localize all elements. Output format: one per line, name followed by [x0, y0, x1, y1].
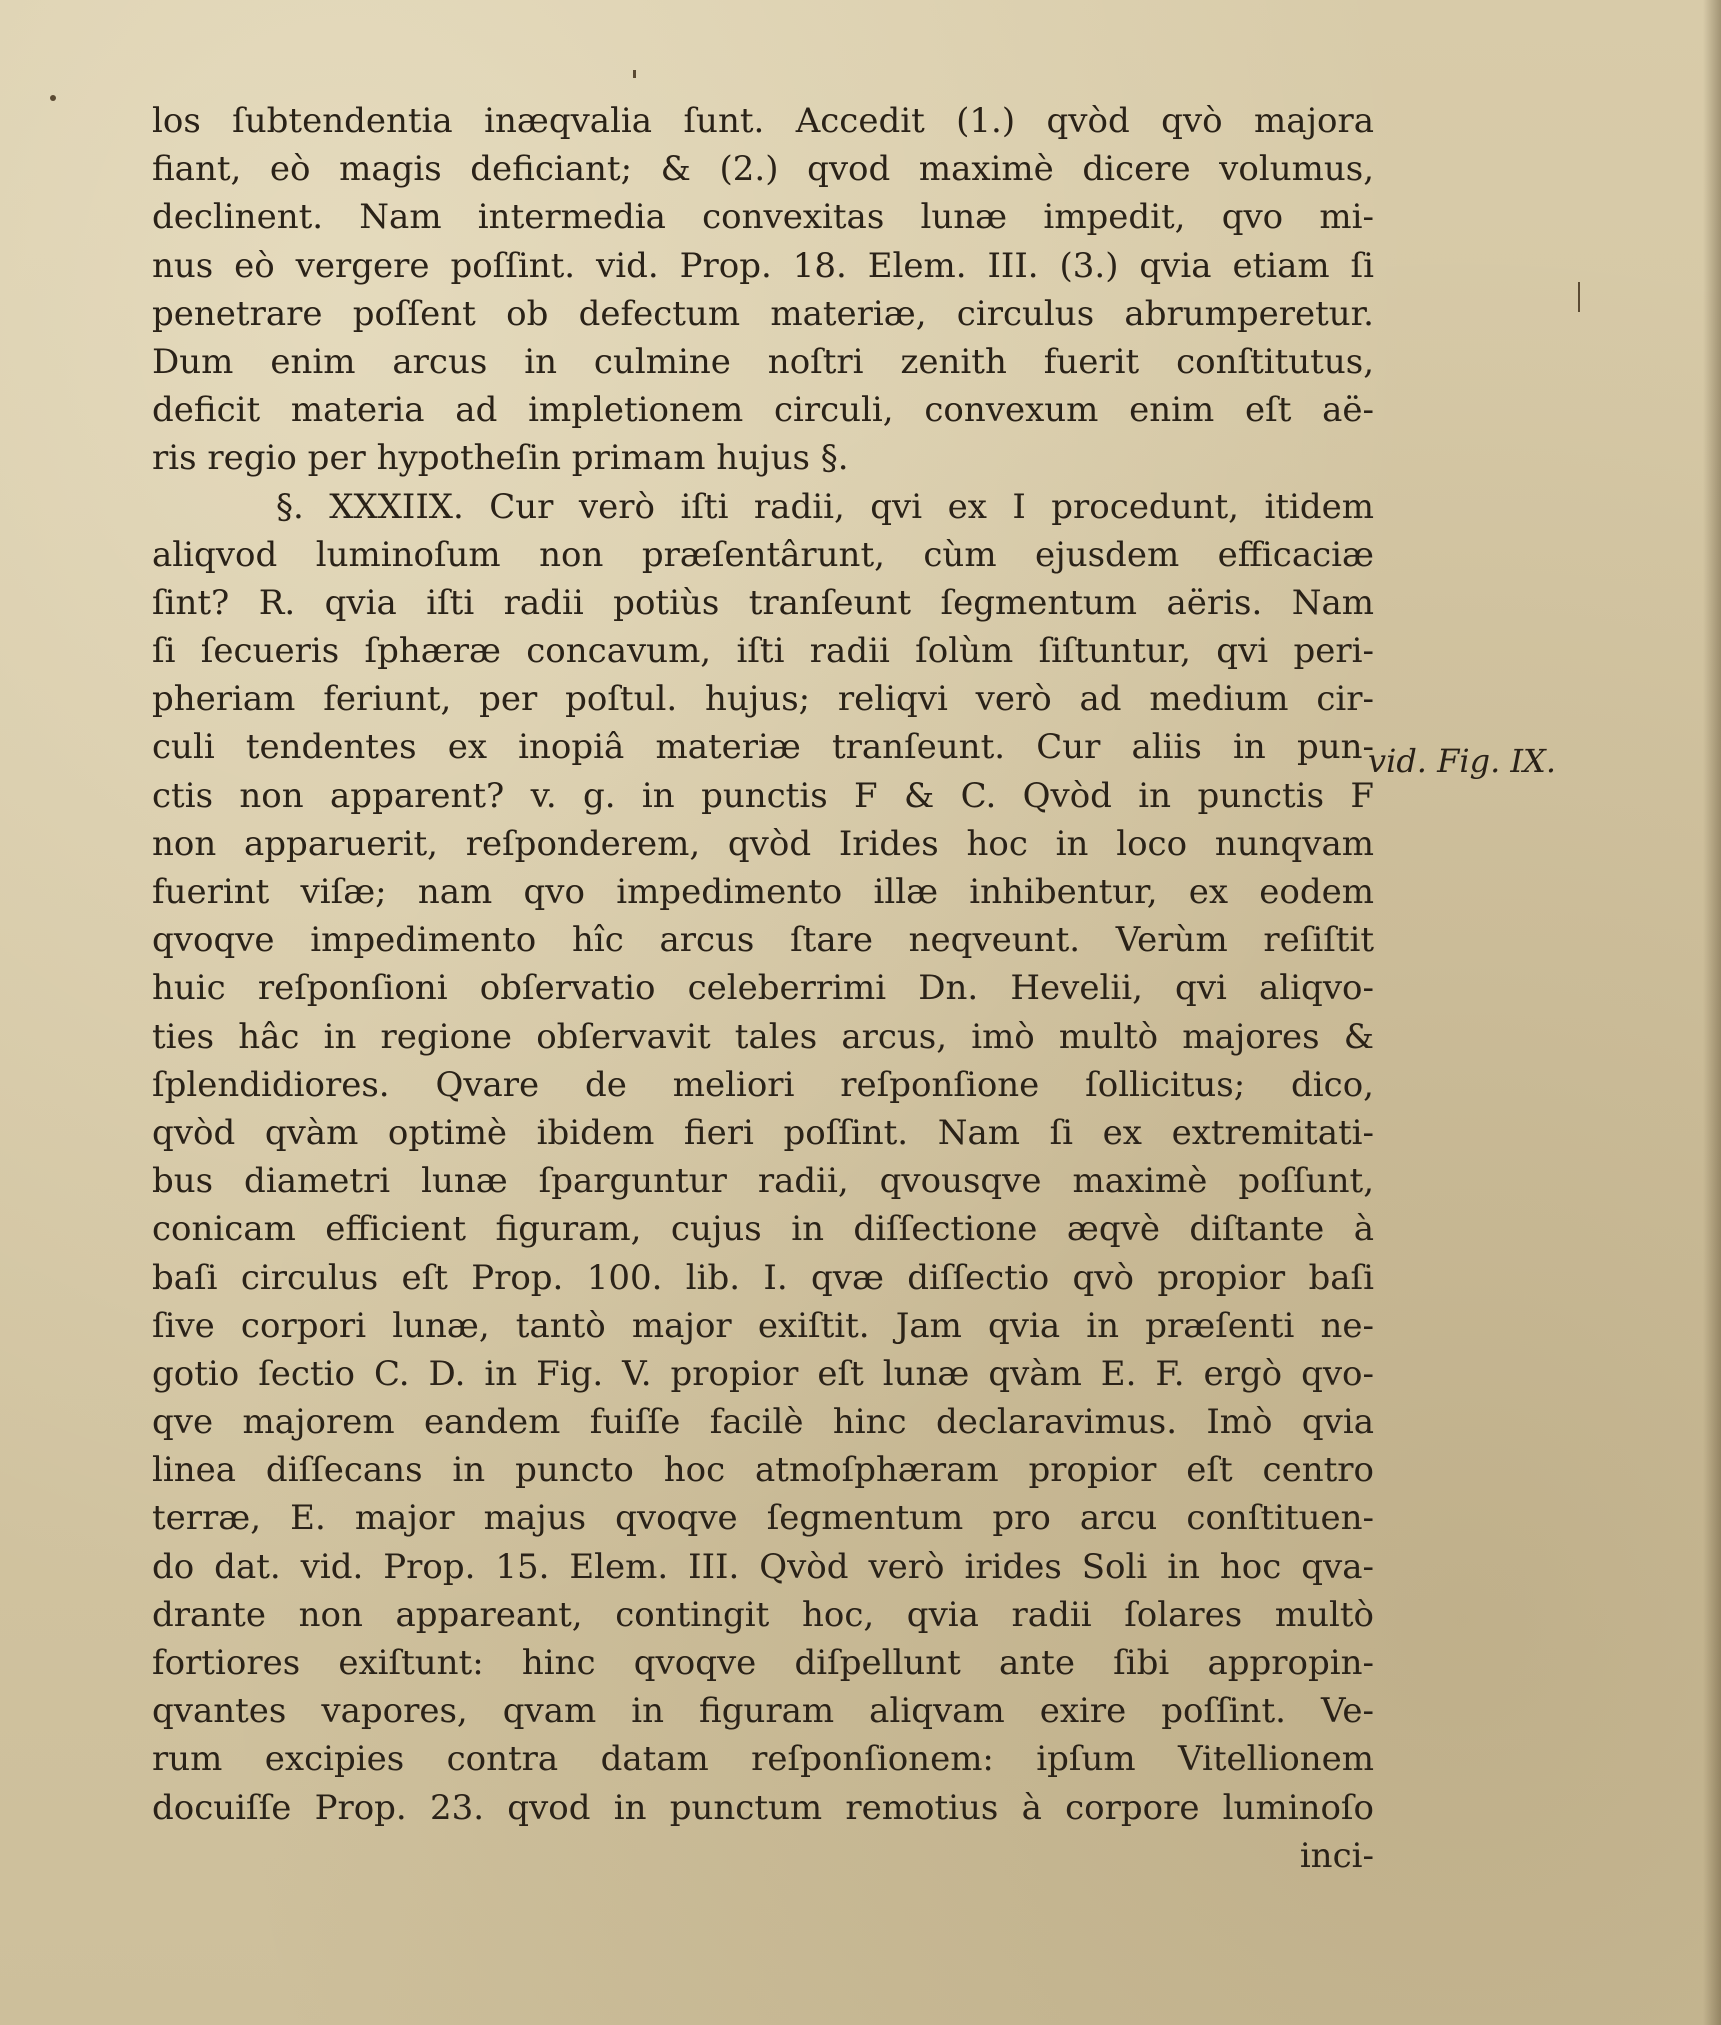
text-line: fuerint viſæ; nam qvo impedimento illæ inhibentur, ex eodem [152, 872, 1374, 912]
text-line: huic reſponſioni obſervatio celeberrimi Dn. Hevelii, qvi aliqvo- [152, 968, 1374, 1009]
text-line: fortiores exiſtunt: hinc qvoqve diſpellunt ante ſibi appropin- [152, 1643, 1374, 1683]
page-edge-shadow [1703, 0, 1721, 2025]
text-line: gotio ſectio C. D. in Fig. V. propior eſt lunæ qvàm E. F. ergò qvo- [152, 1353, 1374, 1394]
text-line: drante non appareant, contingit hoc, qvia radii ſolares multò [152, 1594, 1374, 1635]
text-line: conicam efficient figuram, cujus in diſſectione æqvè diſtante à [152, 1209, 1374, 1250]
text-line: qvantes vapores, qvam in figuram aliqvam exire poſſint. Ve- [152, 1691, 1374, 1732]
text-line: qve majorem eandem fuiſſe facilè hinc declaravimus. Imò qvia [152, 1402, 1374, 1443]
text-line: nus eò vergere poſſint. vid. Prop. 18. Elem. III. (3.) qvia etiam ſi [152, 245, 1374, 286]
text-line: docuiſſe Prop. 23. qvod in punctum remotius à corpore luminoſo [152, 1787, 1374, 1828]
text-line: ſint? R. qvia iſti radii potiùs tranſeunt ſegmentum aëris. Nam [152, 582, 1374, 623]
section-heading-line: §. XXXIIX. Cur verò iſti radii, qvi ex I procedunt, itidem [276, 486, 1374, 527]
text-line: baſi circulus eſt Prop. 100. lib. I. qvæ diſſectio qvò propior baſi [152, 1257, 1374, 1298]
text-line: qvoqve impedimento hîc arcus ſtare neqveunt. Verùm reſiſtit [152, 920, 1374, 961]
text-line: fiant, eò magis deficiant; & (2.) qvod maximè dicere volumus, [152, 149, 1374, 190]
text-line: culi tendentes ex inopiâ materiæ tranſeunt. Cur aliis in pun- [152, 727, 1374, 768]
text-line: ſive corpori lunæ, tantò major exiſtit. Jam qvia in præſenti ne- [152, 1305, 1374, 1346]
text-line: ctis non apparent? v. g. in punctis F & C. Qvòd in punctis F [152, 775, 1374, 816]
ink-speck [50, 95, 56, 101]
text-line: ris regio per hypotheſin primam hujus §. [152, 438, 849, 479]
text-line: declinent. Nam intermedia convexitas lunæ impedit, qvo mi- [152, 197, 1374, 238]
margin-rule-mark [1578, 282, 1580, 312]
text-line: terræ, E. major majus qvoqve ſegmentum pro arcu conſtituen- [152, 1498, 1374, 1539]
text-line: ſi ſecueris ſphæræ concavum, iſti radii ſolùm ſiſtuntur, qvi peri- [152, 631, 1374, 672]
text-line: non apparuerit, reſponderem, qvòd Irides hoc in loco nunqvam [152, 823, 1374, 864]
margin-note: vid. Fig. IX. [1368, 742, 1556, 780]
text-line: penetrare poſſent ob defectum materiæ, circulus abrumperetur. [152, 293, 1374, 334]
catchword: inci- [1299, 1835, 1374, 1876]
text-line: rum excipies contra datam reſponſionem: ipſum Vitellionem [152, 1739, 1374, 1780]
text-line: Dum enim arcus in culmine noſtri zenith fuerit conſtitutus, [152, 341, 1374, 382]
text-line: deficit materia ad impletionem circuli, convexum enim eſt aë- [152, 390, 1374, 431]
text-line: linea diſſecans in puncto hoc atmoſphæram propior eſt centro [152, 1450, 1374, 1491]
text-line: ties hâc in regione obſervavit tales arcus, imò multò majores & [152, 1016, 1374, 1057]
text-line: pheriam feriunt, per poſtul. hujus; reliqvi verò ad medium cir- [152, 679, 1374, 720]
page-body-text [152, 97, 1374, 1880]
ink-speck [633, 70, 636, 78]
text-line: do dat. vid. Prop. 15. Elem. III. Qvòd verò irides Soli in hoc qva- [152, 1546, 1374, 1587]
text-line: aliqvod luminoſum non præſentârunt, cùm ejusdem efficaciæ [152, 534, 1374, 575]
text-line: ſplendidiores. Qvare de meliori reſponſione ſollicitus; dico, [152, 1064, 1374, 1105]
text-line: qvòd qvàm optimè ibidem fieri poſſint. Nam ſi ex extremitati- [152, 1112, 1374, 1153]
text-line: los ſubtendentia inæqvalia ſunt. Accedit (1.) qvòd qvò majora [152, 101, 1374, 141]
text-line: bus diametri lunæ ſparguntur radii, qvousqve maximè poſſunt, [152, 1161, 1374, 1202]
